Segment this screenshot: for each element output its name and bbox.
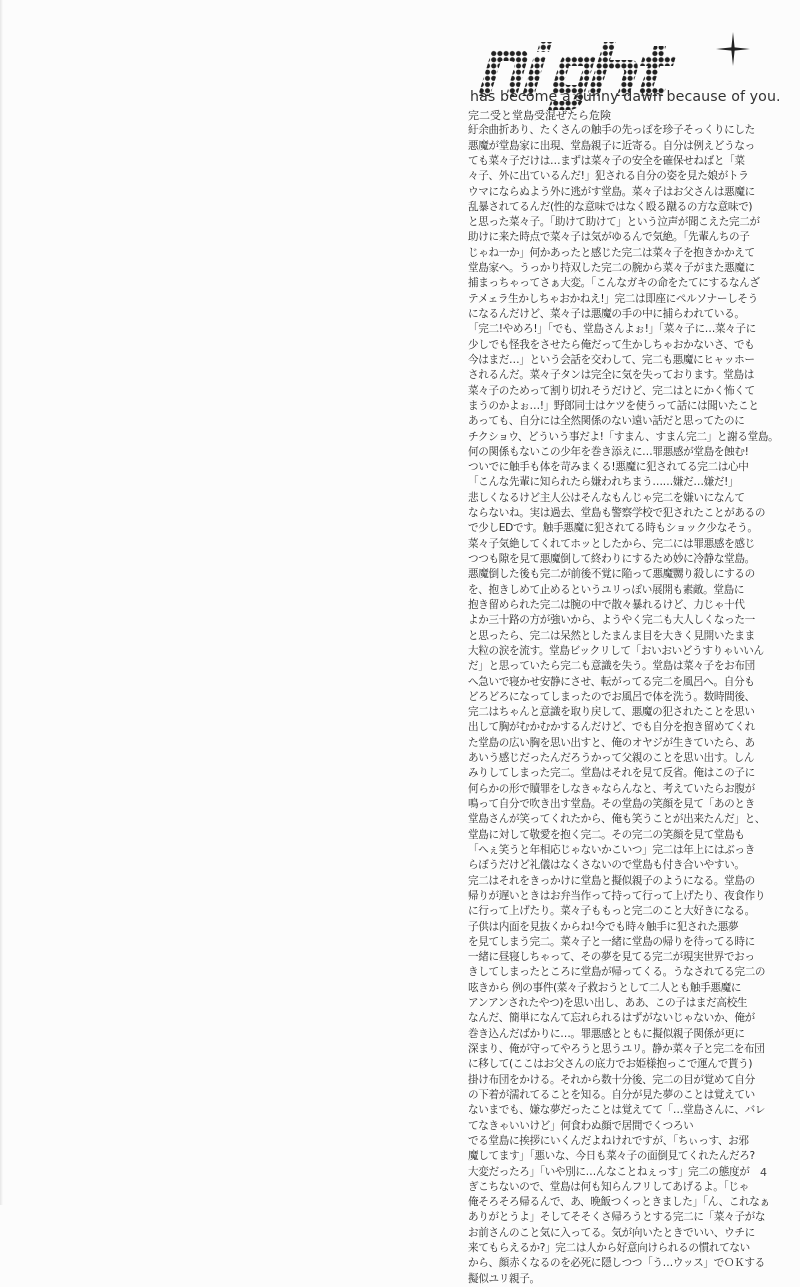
body-line: 乱暴されてるんだ(性的な意味ではなく殴る蹴るの方な意味で) bbox=[468, 200, 753, 213]
body-line: ならないね。実は過去、堂島も警察学校で犯されたことがあるの bbox=[468, 507, 766, 520]
body-line: を、抱きしめて止めるというユリっぽい展開も素敵。堂島に bbox=[468, 583, 745, 596]
body-line: 呟きから 例の事件(菜々子救おうとして二人とも触手悪魔に bbox=[468, 981, 742, 994]
body-line: 菜々子のためって割り切れそうだけど、完二はとにかく怖くて bbox=[468, 384, 755, 397]
body-line: よか三十路の方が強いから、ようやく完二も大人しくなった一 bbox=[468, 614, 755, 627]
body-line: チクショウ、どういう事だよ!「すまん、すまん完二」と謝る堂島。 bbox=[468, 430, 779, 443]
body-line: 堂島さんが笑ってくれたから、俺も笑うことが出来たんだ」と、 bbox=[468, 813, 766, 826]
body-line: から、顔赤くなるのを必死に隠しつつ「う…ウッス」でＯＫする bbox=[468, 1257, 765, 1270]
body-line: た堂島の広い胸を思い出すと、俺のオヤジが生きていたら、あ bbox=[468, 736, 755, 749]
page-edge bbox=[0, 0, 3, 1205]
body-line: つつも隙を見て悪魔倒して終わりにするため妙に冷静な堂島。 bbox=[468, 553, 755, 566]
body-line: 一緒に昼寝しちゃって、その夢を見てる完二が現実世界でおっ bbox=[468, 951, 755, 964]
body-line: に行って上げたり。菜々子ももっと完二のこと大好きになる。 bbox=[468, 905, 755, 918]
body-line: 「へぇ笑うと年相応じゃないかこいつ」完二は年上にはぶっき bbox=[468, 843, 755, 856]
body-line: アンアンされたやつ)を思い出し、ああ、この子はまだ高校生 bbox=[468, 997, 748, 1010]
body-line: 何らかの形で贖罪をしなきゃならんなと、考えていたらお腹が bbox=[468, 782, 755, 795]
body-line: 出して胸がむかむかするんだけど、でも自分を抱き留めてくれ bbox=[468, 721, 755, 734]
body-line: 悪魔が堂島家に出現、堂島親子に近寄る。自分は例えどうなっ bbox=[468, 139, 755, 152]
body-line: 捕まっちゃってさぁ大変。「こんなガキの命をたてにするなんざ bbox=[468, 277, 760, 290]
body-line: なんだ、簡単になんて忘れられるはずがないじゃないか、俺が bbox=[468, 1012, 755, 1025]
page-number: 4 bbox=[760, 1166, 767, 1179]
body-line: 来てもらえるか?」完二は人から好意向けられるの慣れてない bbox=[468, 1242, 750, 1255]
body-line: あっても、自分には全然関係のない遠い話だと思ってたのに bbox=[468, 415, 745, 428]
body-line: ウマにならぬよう外に逃がす堂島。菜々子はお父さんは悪魔に bbox=[468, 185, 755, 198]
body-line: 助けに来た時点で菜々子は気がゆるんで気絶。「先輩んちの子 bbox=[468, 231, 750, 244]
body-line: てなきゃいいけど」何食わぬ顔で居間でくつろい bbox=[468, 1119, 694, 1132]
body-line: 大変だったろ」「いや別に…んなことねぇっす」完二の態度が bbox=[468, 1165, 750, 1178]
body-line: 完二はそれをきっかけに堂島と擬似親子のようになる。堂島の bbox=[468, 874, 755, 887]
body-line: きしてしまったところに堂島が帰ってくる。うなされてる完二の bbox=[468, 966, 766, 979]
body-line: 鳴って自分で吹き出す堂島。その堂島の笑顔を見て「あのとき bbox=[468, 798, 755, 811]
body-line: 掛け布団をかける。それから数十分後、完二の目が覚めて自分 bbox=[468, 1073, 755, 1086]
body-line: ありがとうよ」そしてそそくさ帰ろうとする完二に「菜々子がな bbox=[468, 1211, 766, 1224]
body-line: 帰りが遅いときはお弁当作って持って行って上げたり、夜食作り bbox=[468, 889, 766, 902]
tagline: has become a sunny dawn because of you. bbox=[470, 89, 781, 105]
body-line: 「こんな先輩に知られたら嫌われちまう……嫌だ…嫌だ!」 bbox=[468, 476, 739, 489]
body-line: 菜々子気絶してくれてホッとしたから、完二には罪悪感を感じ bbox=[468, 537, 755, 550]
body-line: お前さんのこと気に入ってる。気が向いたときでいい、ウチに bbox=[468, 1226, 755, 1239]
body-line: 完二はちゃんと意識を取り戻して、悪魔の犯されたことを思い bbox=[468, 706, 755, 719]
body-line: 巻き込んだばかりに…。罪悪感とともに擬似親子関係が更に bbox=[468, 1027, 745, 1040]
body-line: 紆余曲折あり、たくさんの触手の先っぽを珍子そっくりにした bbox=[468, 124, 755, 137]
body-line: まうのかよぉ…!」野郎同士はケツを使うって話には聞いたこと bbox=[468, 399, 759, 412]
body-line: で少しEDです。触手悪魔に犯されてる時もショック少なそう。 bbox=[468, 522, 758, 535]
article-title: 完二受と堂島受混ぜたら危険 bbox=[468, 109, 611, 122]
body-line: 「完二!やめろ!」「でも、堂島さんよぉ!」「菜々子に…菜々子に bbox=[468, 323, 756, 336]
body-line: 大粒の涙を流す。堂島ビックリして「おいおいどうすりゃいいん bbox=[468, 644, 764, 657]
body-line: の下着が濡れてることを知る。自分が見た夢のことは覚えてい bbox=[468, 1088, 755, 1101]
body-line: でる堂島に挨拶にいくんだよねけれですが、「ちぃっす、お邪 bbox=[468, 1134, 749, 1147]
body-line: らぼうだけど礼儀はなくさないので堂島も付き合いやすい。 bbox=[468, 859, 745, 872]
article bbox=[468, 108, 800, 1287]
body-line: 子供は内面を見抜くからね!今でも時々触手に犯された悪夢 bbox=[468, 920, 739, 933]
sparkle-icon bbox=[716, 32, 750, 66]
body-line: ついでに触手も体を苛みまくる!悪魔に犯されてる完二は心中 bbox=[468, 461, 749, 474]
body-line: と思った菜々子。「助けて助けて」という泣声が聞こえた完二が bbox=[468, 216, 760, 229]
body-line: あいう感じだったんだろうかって父親のことを思い出す。しん bbox=[468, 752, 754, 765]
body-line: 深まり、俺が守ってやろうと思うユリ。静か菜々子と完二を布団 bbox=[468, 1043, 765, 1056]
body-line: 少しでも怪我をさせたら俺だって生かしちゃおかないさ、でも bbox=[468, 338, 755, 351]
body-line: 悲しくなるけど主人公はそんなもんじゃ完二を嫌いになんて bbox=[468, 491, 745, 504]
body-line: 魔してます」「悪いな、今日も菜々子の面倒見てくれたんだろ? bbox=[468, 1150, 755, 1163]
body-line: 抱き留められた完二は腕の中で散々暴れるけど、力じゃ十代 bbox=[468, 598, 745, 611]
body-line: 堂島家へ。うっかり持双した完二の腕から菜々子がまた悪魔に bbox=[468, 262, 755, 275]
body-line: じゃね一か」何かあったと感じた完二は菜々子を抱きかかえて bbox=[468, 246, 755, 259]
body-line: と思ったら、完二は呆然としたまんま目を大きく見開いたまま bbox=[468, 629, 755, 642]
body-line: どろどろになってしまったのでお風呂で体を洗う。数時間後、 bbox=[468, 690, 755, 703]
body-line: ないまでも、嫌な夢だったことは覚えてて「…堂島さんに、バレ bbox=[468, 1104, 766, 1117]
body-line: 何の関係もないこの少年を巻き添えに…罪悪感が堂島を蝕む! bbox=[468, 445, 749, 458]
body-line: に移して(ここはお父さんの底力でお姫様抱っこで運んで貰う) bbox=[468, 1058, 753, 1071]
body-line: 俺そろそろ帰るんで、あ、晩飯つくっときました」「ん、これなぁ bbox=[468, 1196, 770, 1209]
body-line: 擬似ユリ親子。 bbox=[468, 1272, 540, 1285]
body-line: ぎこちないので、堂島は何も知らんフリしてあげるよ。「じゃ bbox=[468, 1180, 749, 1193]
body-line: されるんだ。菜々子タンは完全に気を失っております。堂島は bbox=[468, 369, 754, 382]
body-line: 々子、外に出ているんだ!」犯される自分の姿を見た娘がトラ bbox=[468, 170, 749, 183]
body-line: へ急いで寝かせ安静にさせ、転がってる完二を風呂へ。自分も bbox=[468, 675, 755, 688]
body-line: ても菜々子だけは…まずは菜々子の安全を確保せねばと「菜 bbox=[468, 154, 745, 167]
body-line: 悪魔倒した後も完二が前後不覚に陥って悪魔嬲り殺しにするの bbox=[468, 568, 755, 581]
body-line: テメェラ生かしちゃおかねえ!」完二は即座にペルソナーしそう bbox=[468, 292, 758, 305]
article-body bbox=[468, 123, 800, 1287]
body-line: 今はまだ…」という会話を交わして、完二も悪魔にヒャッホー bbox=[468, 353, 755, 366]
body-line: みりしてしまった完二。堂島はそれを見て反省。俺はこの子に bbox=[468, 767, 755, 780]
body-line: になるんだけど、菜々子は悪魔の手の中に捕らわれている。 bbox=[468, 308, 745, 321]
body-line: を見てしまう完二。菜々子と一緒に堂島の帰りを待ってる時に bbox=[468, 935, 755, 948]
body-line: だ」と思っていたら完二も意識を失う。堂島は菜々子をお布団 bbox=[468, 660, 755, 673]
body-line: 堂島に対して敬愛を抱く完二。その完二の笑顔を見て堂島も bbox=[468, 828, 745, 841]
